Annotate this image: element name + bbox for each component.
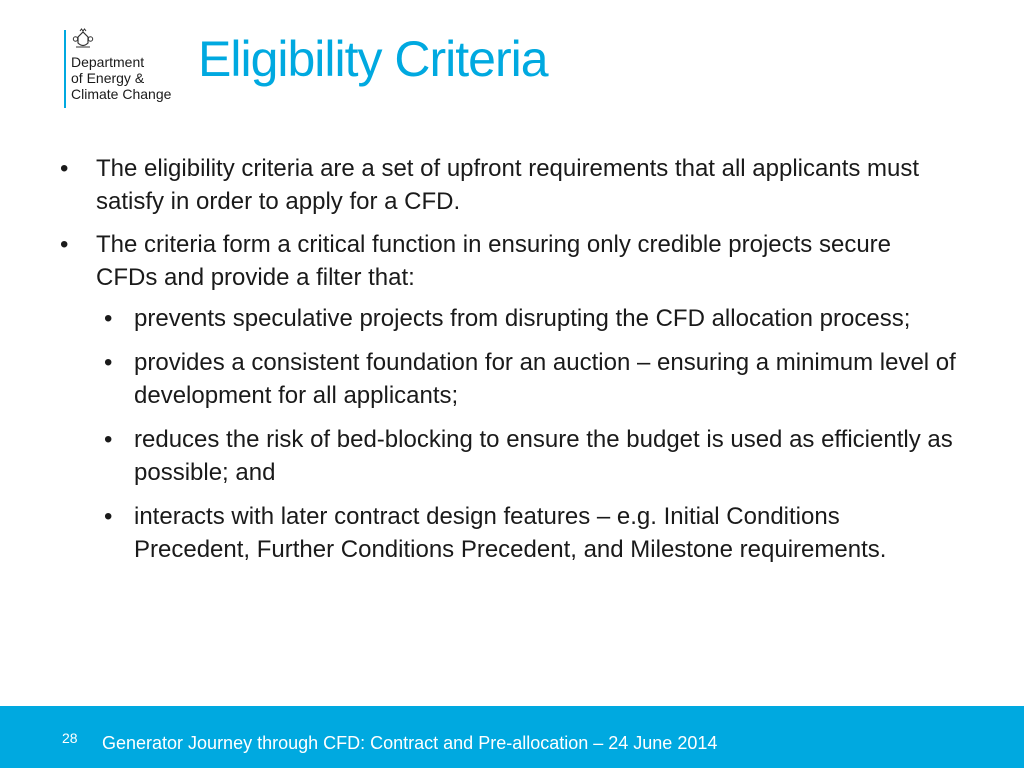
sub-bullet-list xyxy=(96,302,958,566)
slide-body xyxy=(58,152,958,577)
royal-crest-icon xyxy=(72,28,94,50)
department-logo xyxy=(62,28,192,112)
department-name-line: Climate Change xyxy=(71,86,172,102)
footer-bar xyxy=(0,706,1024,768)
bullet-list xyxy=(58,152,958,566)
slide-number: 28 xyxy=(62,730,78,746)
bullet-item xyxy=(58,152,958,218)
department-name-line: of Energy & xyxy=(71,70,145,86)
logo-divider xyxy=(64,30,66,108)
sub-bullet-text: prevents speculative projects from disrupting the CFD allocation process; xyxy=(134,305,911,332)
bullet-item xyxy=(58,228,958,566)
department-name xyxy=(71,54,171,102)
footer-text: Generator Journey through CFD: Contract and Pre-allocation – 24 June 2014 xyxy=(102,733,718,753)
sub-bullet-item xyxy=(96,302,958,335)
sub-bullet-text: reduces the risk of bed-blocking to ensure the budget is used as efficiently as possible; and xyxy=(134,426,953,486)
sub-bullet-text: provides a consistent foundation for an auction – ensuring a minimum level of development for all applicants; xyxy=(134,349,956,409)
slide-title: Eligibility Criteria xyxy=(198,31,548,87)
department-name-line: Department xyxy=(71,54,145,70)
sub-bullet-text: interacts with later contract design features – e.g. Initial Conditions Precedent, Further Conditions Precedent, and Milestone requirements. xyxy=(134,503,887,563)
bullet-text: The criteria form a critical function in ensuring only credible projects secure CFDs and provide a filter that: xyxy=(96,231,892,291)
bullet-text: The eligibility criteria are a set of upfront requirements that all applicants must satisfy in order to apply for a CFD. xyxy=(96,155,920,215)
sub-bullet-item xyxy=(96,346,958,412)
sub-bullet-item xyxy=(96,423,958,489)
sub-bullet-item xyxy=(96,500,958,566)
